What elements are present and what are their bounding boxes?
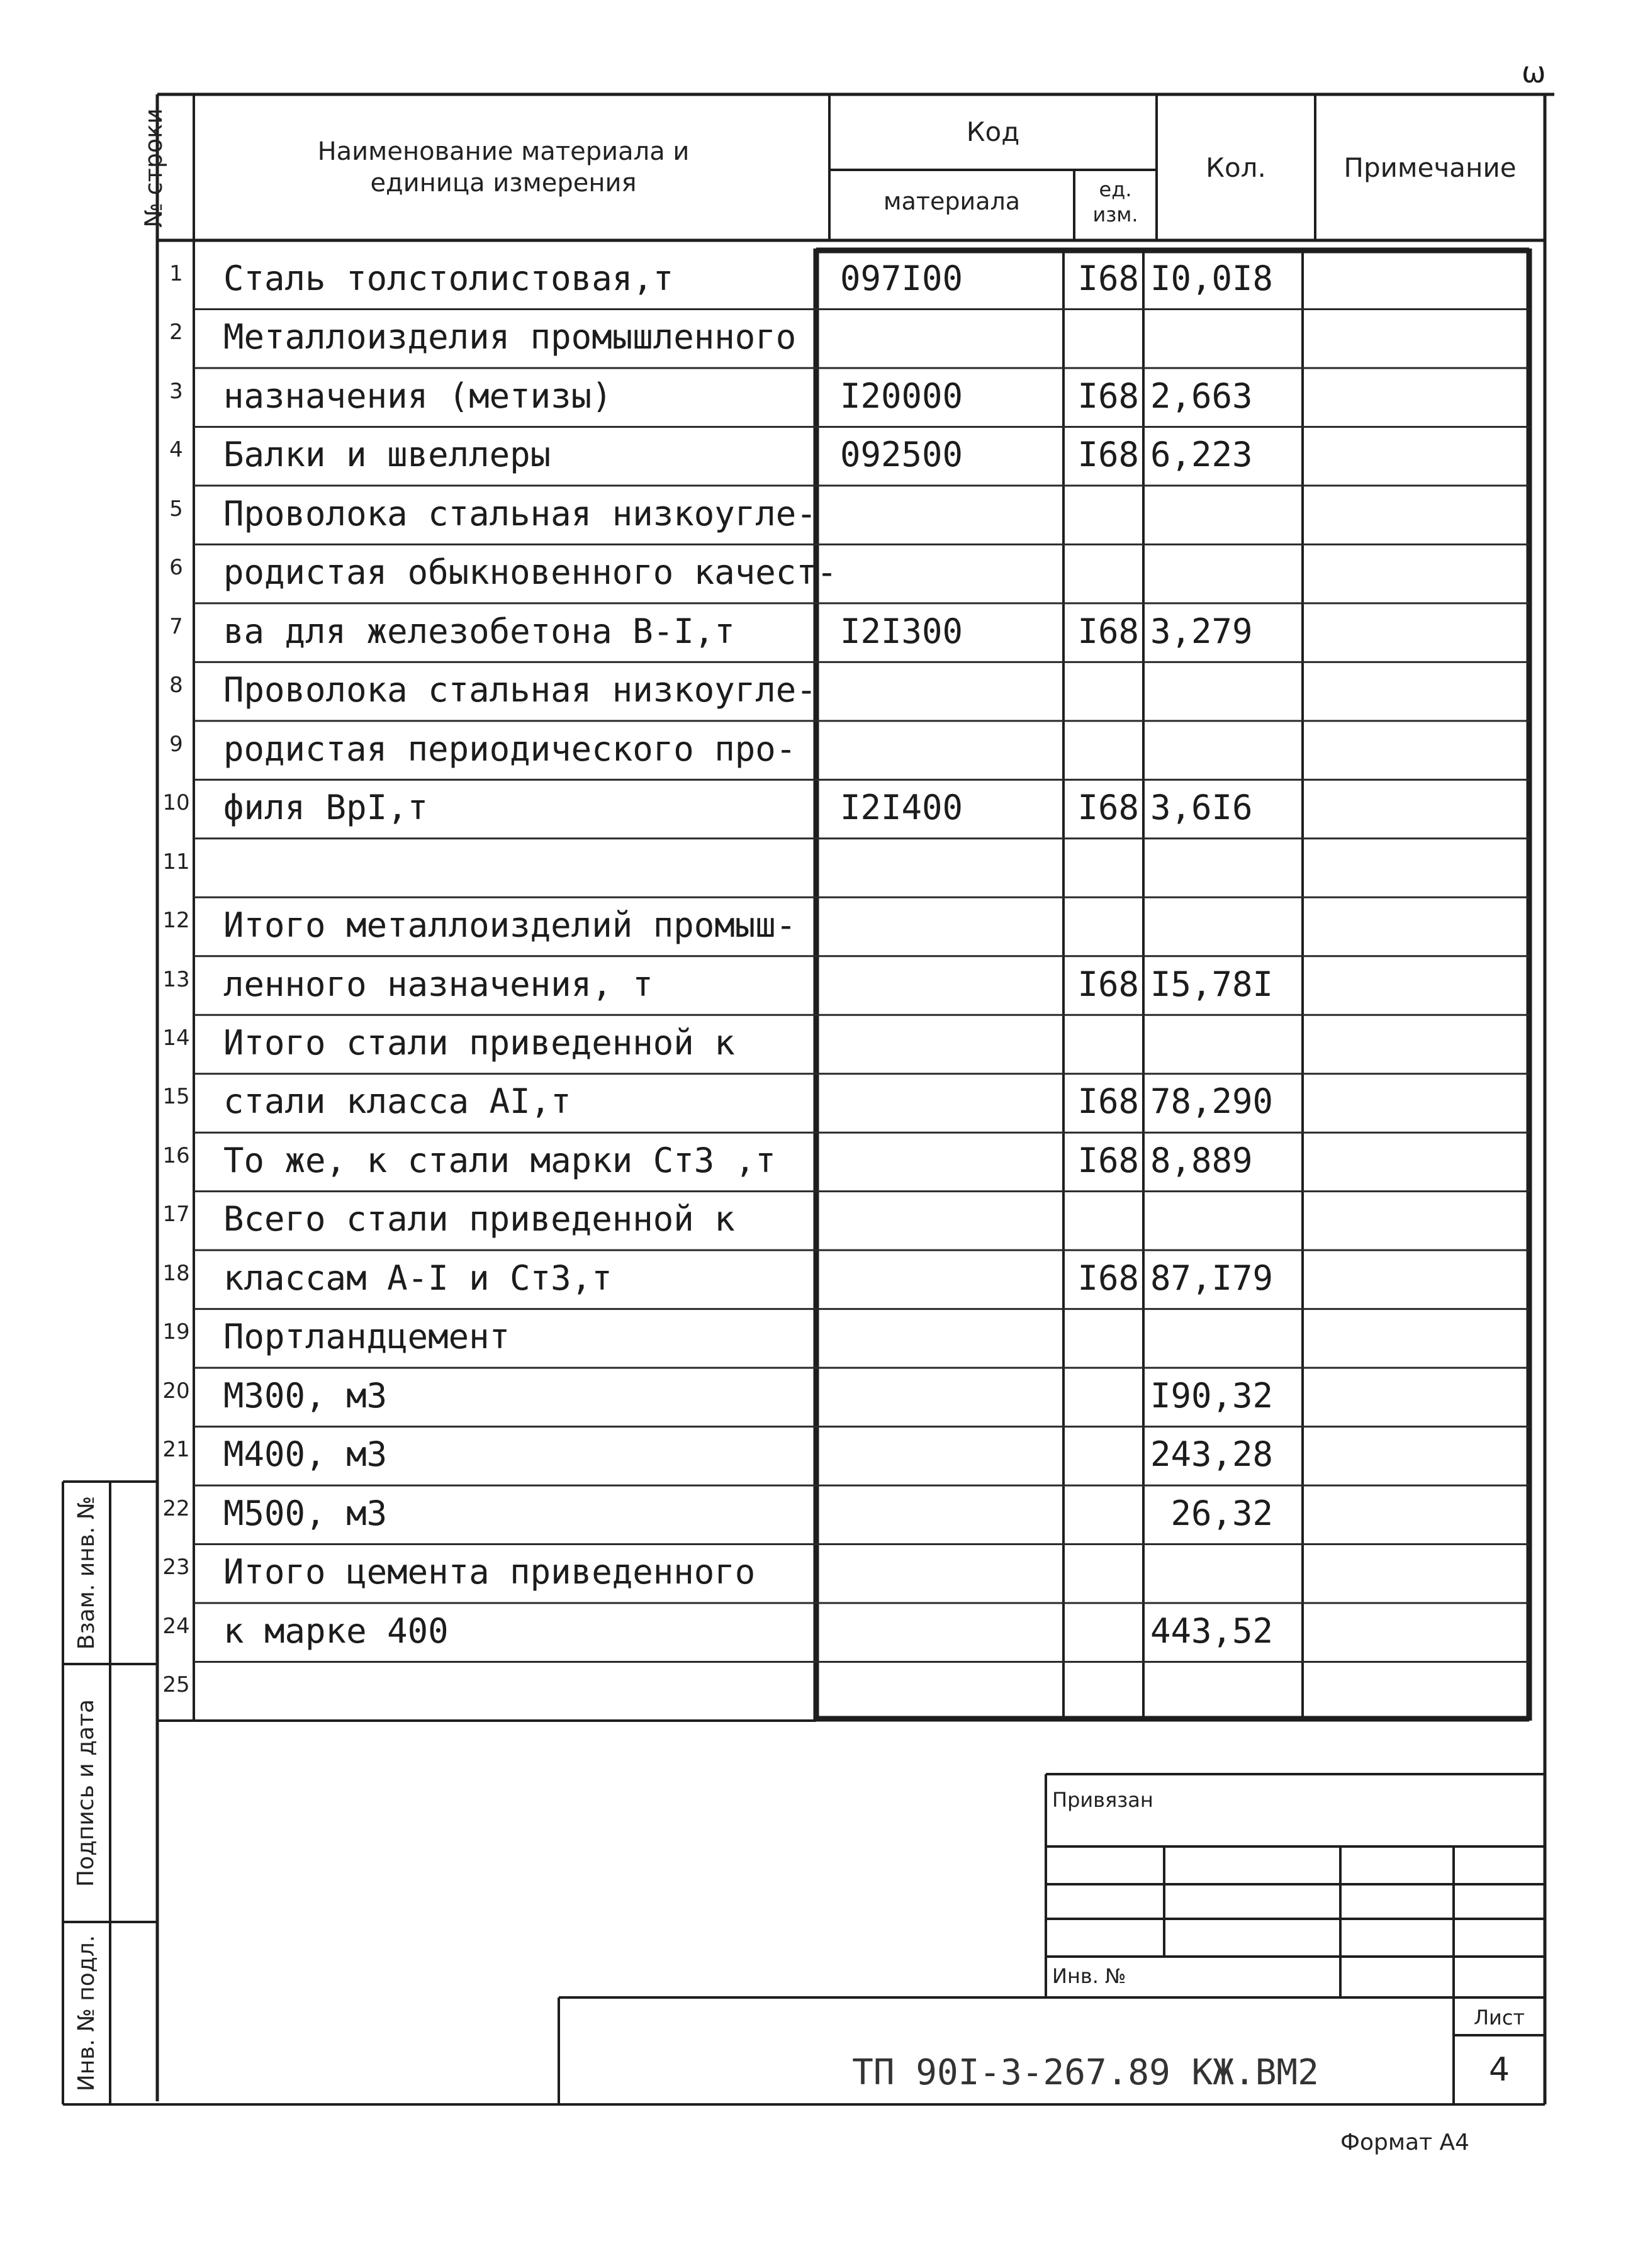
row-name: Итого металлоизделий промыш-	[223, 905, 797, 946]
row-name: классам A-I и Ст3,т	[223, 1258, 612, 1298]
row-number: 21	[162, 1437, 190, 1463]
row-name: Балки и швеллеры	[223, 435, 551, 475]
row-number: 3	[169, 378, 183, 404]
row-qty: 2,663	[1150, 376, 1253, 416]
row-qty: 78,290	[1150, 1081, 1274, 1122]
header-unit-line2: изм.	[1092, 203, 1138, 226]
row-number: 11	[162, 849, 190, 874]
row-unit: I68	[1077, 611, 1139, 651]
row-qty: I0,0I8	[1150, 258, 1274, 298]
row-code: 092500	[840, 435, 963, 475]
row-name: ленного назначения, т	[223, 964, 653, 1004]
page-corner-mark: ω	[1522, 55, 1546, 89]
title-inv-no: Инв. №	[1052, 1964, 1126, 1988]
row-number: 9	[169, 731, 183, 757]
title-privyazan: Привязан	[1052, 1788, 1153, 1812]
row-number: 6	[169, 555, 183, 581]
row-number: 16	[162, 1142, 190, 1168]
row-unit: I68	[1077, 1140, 1139, 1180]
row-qty: 8,889	[1150, 1140, 1253, 1180]
row-number: 17	[162, 1202, 190, 1227]
format-label: Формат А4	[1340, 2130, 1470, 2155]
row-name: Итого цемента приведенного	[223, 1552, 756, 1592]
row-number: 10	[162, 790, 190, 816]
header-unit-line1: ед.	[1099, 177, 1132, 201]
row-qty: 87,I79	[1150, 1258, 1274, 1298]
row-number: 23	[162, 1555, 190, 1580]
row-qty: 26,32	[1150, 1493, 1274, 1533]
row-name: Металлоизделия промышленного	[223, 317, 797, 357]
row-qty: 6,223	[1150, 435, 1253, 475]
row-name: родистая обыкновенного качест-	[223, 552, 838, 593]
header-row-no: № строки	[140, 108, 167, 228]
row-qty: I5,78I	[1150, 964, 1274, 1004]
header-material: материала	[883, 187, 1021, 215]
row-number: 4	[169, 437, 183, 463]
row-number: 14	[162, 1025, 190, 1051]
row-name: Портландцемент	[223, 1317, 510, 1357]
row-name: назначения (метизы)	[223, 376, 612, 416]
stamp-podpis-data: Подпись и дата	[73, 1699, 99, 1887]
row-unit: I68	[1077, 1081, 1139, 1122]
header-name-line2: единица измерения	[370, 169, 637, 198]
header-qty: Кол.	[1206, 152, 1266, 183]
row-number: 13	[162, 966, 190, 992]
row-unit: I68	[1077, 435, 1139, 475]
row-name: То же, к стали марки Ст3 ,т	[223, 1140, 776, 1180]
row-name: филя BpI,т	[223, 788, 429, 828]
row-number: 24	[162, 1613, 190, 1639]
row-number: 1	[169, 260, 183, 286]
row-code: I2I400	[840, 788, 963, 828]
row-name: к марке 400	[223, 1611, 449, 1651]
row-qty: 3,6I6	[1150, 788, 1253, 828]
title-list-label: Лист	[1473, 2006, 1525, 2030]
stamp-vzam-inv: Взам. инв. №	[74, 1495, 99, 1650]
row-name: M500, м3	[223, 1493, 388, 1533]
row-unit: I68	[1077, 788, 1139, 828]
row-name: ва для железобетона B-I,т	[223, 611, 735, 651]
row-number: 19	[162, 1319, 190, 1345]
row-number: 20	[162, 1378, 190, 1404]
row-name: стали класса AI,т	[223, 1081, 571, 1122]
row-name: Проволока стальная низкоугле-	[223, 493, 817, 533]
row-name: родистая периодического про-	[223, 729, 797, 769]
stamp-inv-podl: Инв. № подл.	[74, 1935, 99, 2092]
title-designation: ТП 90I-3-267.89 КЖ.ВМ2	[852, 2052, 1319, 2093]
row-code: I20000	[840, 376, 963, 416]
row-number: 22	[162, 1495, 190, 1521]
row-number: 12	[162, 908, 190, 934]
header-code: Код	[966, 116, 1020, 147]
row-qty: 3,279	[1150, 611, 1253, 651]
row-unit: I68	[1077, 964, 1139, 1004]
row-name: M300, м3	[223, 1375, 388, 1416]
row-number: 2	[169, 320, 183, 345]
row-unit: I68	[1077, 1258, 1139, 1298]
row-code: I2I300	[840, 611, 963, 651]
row-name: Сталь толстолистовая,т	[223, 258, 674, 298]
row-qty: 443,52	[1150, 1611, 1274, 1651]
row-name: Всего стали приведенной к	[223, 1199, 735, 1239]
row-qty: 243,28	[1150, 1434, 1274, 1475]
row-name: Проволока стальная низкоугле-	[223, 670, 817, 710]
row-qty: I90,32	[1150, 1375, 1274, 1416]
row-number: 7	[169, 613, 183, 639]
row-unit: I68	[1077, 258, 1139, 298]
title-list-value: 4	[1488, 2051, 1510, 2089]
row-number: 5	[169, 496, 183, 522]
header-note: Примечание	[1343, 152, 1517, 183]
row-number: 18	[162, 1260, 190, 1286]
row-code: 097I00	[840, 258, 963, 298]
row-number: 8	[169, 673, 183, 698]
row-number: 25	[162, 1672, 190, 1698]
row-number: 15	[162, 1084, 190, 1110]
row-unit: I68	[1077, 376, 1139, 416]
header-name-line1: Наименование материала и	[317, 137, 690, 166]
row-name: M400, м3	[223, 1434, 388, 1475]
row-name: Итого стали приведенной к	[223, 1022, 735, 1063]
